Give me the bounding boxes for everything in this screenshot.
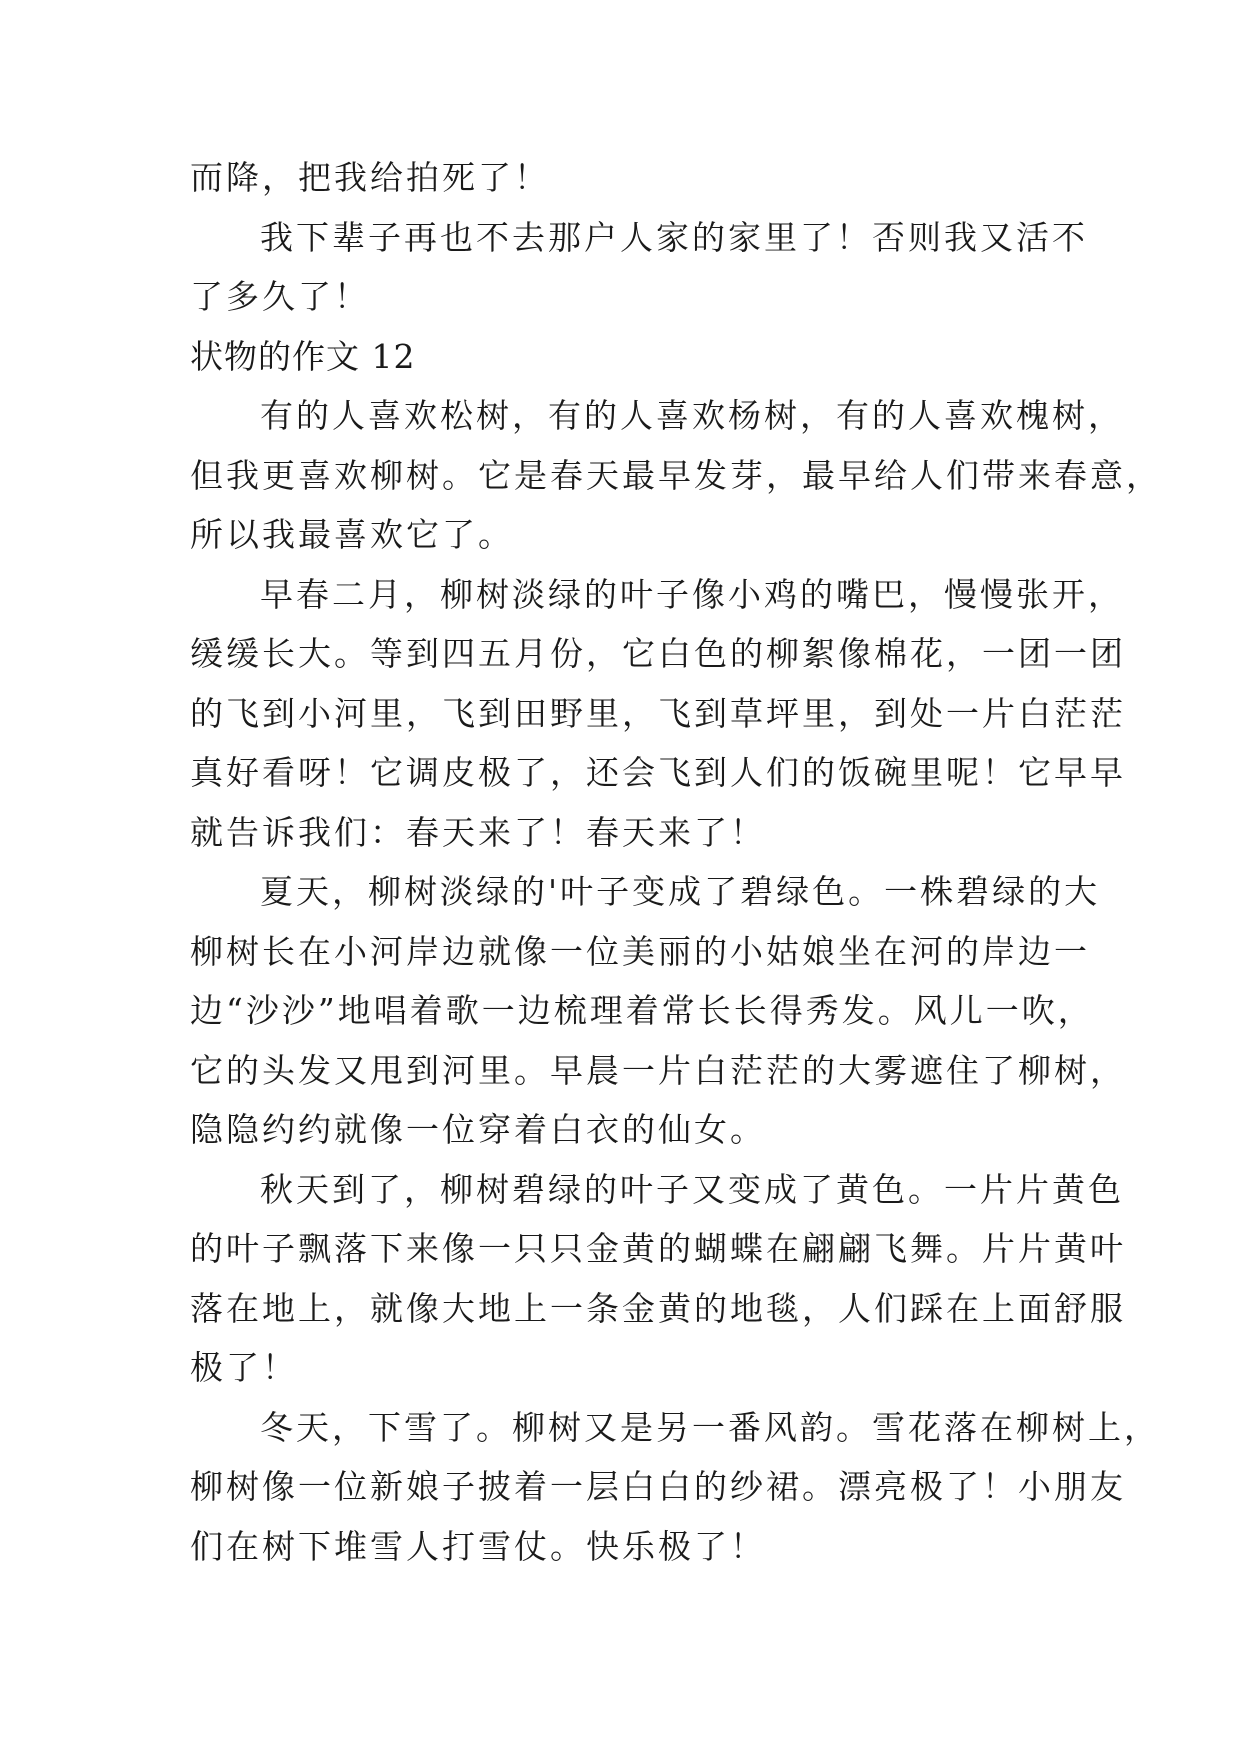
text-line: 的飞到小河里，飞到田野里，飞到草坪里，到处一片白茫茫 bbox=[190, 693, 1126, 733]
text-line: 夏天，柳树淡绿的'叶子变成了碧绿色。一株碧绿的大 bbox=[260, 872, 1101, 911]
section-heading: 状物的作文 12 bbox=[190, 336, 416, 376]
text-line: 它的头发又甩到河里。早晨一片白茫茫的大雾遮住了柳树， bbox=[190, 1050, 1126, 1090]
text-line: 极了！ bbox=[190, 1348, 298, 1387]
text-line: 隐隐约约就像一位穿着白衣的仙女。 bbox=[190, 1110, 766, 1149]
text-line: 有的人喜欢松树，有的人喜欢杨树，有的人喜欢槐树， bbox=[260, 396, 1124, 435]
text-line: 落在地上，就像大地上一条金黄的地毯，人们踩在上面舒服 bbox=[190, 1288, 1126, 1328]
text-line: 就告诉我们：春天来了！春天来了！ bbox=[190, 812, 766, 852]
text-line: 柳树长在小河岸边就像一位美丽的小姑娘坐在河的岸边一 bbox=[190, 931, 1090, 971]
text-line: 了多久了！ bbox=[190, 277, 370, 316]
text-line: 而降，把我给拍死了！ bbox=[190, 158, 550, 197]
text-line: 冬天，下雪了。柳树又是另一番风韵。雪花落在柳树上， bbox=[260, 1407, 1160, 1447]
text-line: 的叶子飘落下来像一只只金黄的蝴蝶在翩翩飞舞。片片黄叶 bbox=[190, 1229, 1126, 1268]
text-line: 但我更喜欢柳树。它是春天最早发芽，最早给人们带来春意， bbox=[190, 455, 1162, 495]
text-line: 早春二月，柳树淡绿的叶子像小鸡的嘴巴，慢慢张开， bbox=[260, 574, 1124, 614]
text-line: 缓缓长大。等到四五月份，它白色的柳絮像棉花，一团一团 bbox=[190, 634, 1126, 673]
document-body bbox=[190, 148, 1162, 1576]
text-line: 我下辈子再也不去那户人家的家里了！否则我又活不 bbox=[260, 217, 1088, 257]
text-line: 秋天到了，柳树碧绿的叶子又变成了黄色。一片片黄色 bbox=[260, 1169, 1124, 1209]
text-line: 真好看呀！它调皮极了，还会飞到人们的饭碗里呢！它早早 bbox=[190, 753, 1126, 792]
text-line: 边“沙沙”地唱着歌一边梳理着常长长得秀发。风儿一吹， bbox=[190, 991, 1094, 1030]
text-line: 柳树像一位新娘子披着一层白白的纱裙。漂亮极了！小朋友 bbox=[190, 1467, 1126, 1506]
text-line: 们在树下堆雪人打雪仗。快乐极了！ bbox=[190, 1526, 766, 1566]
text-line: 所以我最喜欢它了。 bbox=[190, 515, 514, 554]
